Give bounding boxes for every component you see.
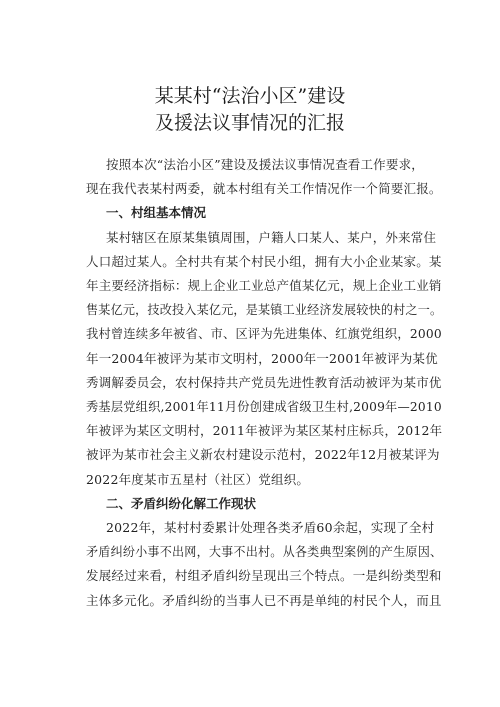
paragraph-line: 发展经过来看，村组矛盾纠纷呈现出三个特点。一是纠纷类型和 <box>86 568 442 584</box>
paragraph-line: 秀调解委员会，农村保持共产党员先进性教育活动被评为某市优 <box>86 374 442 390</box>
paragraph-line: 矛盾纠纷小事不出网，大事不出村。从各类典型案例的产生原因、 <box>86 544 443 560</box>
section-heading: 一、村组基本情况 <box>106 205 207 221</box>
paragraph-line: 年一2004年被评为某市文明村，2000年一2001年被评为某优 <box>86 350 438 366</box>
document-title-line-2: 及援法议事情况的汇报 <box>154 112 345 134</box>
paragraph-line: 年被评为某区文明村，2011年被评为某区某村庄标兵，2012年 <box>86 423 443 439</box>
paragraph-line: 某村辖区在原某集镇周围，户籍人口某人、某户，外来常住 <box>106 229 437 245</box>
paragraph-line: 2022年度某市五星村（社区）党组织。 <box>86 471 310 487</box>
paragraph-line: 主体多元化。矛盾纠纷的当事人已不再是单纯的村民个人，而且 <box>86 592 442 608</box>
paragraph-line: 售某亿元，技改投入某亿元，是某镇工业经济发展较快的村之一。 <box>86 302 443 318</box>
paragraph-line: 现在我代表某村两委，就本村组有关工作情况作一个简要汇报。 <box>86 181 442 197</box>
section-heading: 二、矛盾纠纷化解工作现状 <box>106 495 257 511</box>
paragraph-line: 我村曾连续多年被省、市、区评为先进集体、红旗党组织，2000 <box>86 326 442 342</box>
paragraph-line: 被评为某市社会主义新农村建设示范村，2022年12月被某评为 <box>86 447 440 463</box>
paragraph-line: 按照本次“法治小区”建设及援法议事情况查看工作要求， <box>106 157 424 172</box>
paragraph-line: 人口超过某人。全村共有某个村民小组，拥有大小企业某家。某 <box>86 253 442 269</box>
paragraph-line: 年主要经济指标：规上企业工业总产值某亿元，规上企业工业销 <box>86 278 442 293</box>
document-title-line-1: 某某村“法治小区”建设 <box>154 85 346 107</box>
paragraph-line: 2022年，某村村委累计处理各类矛盾60余起，实现了全村 <box>106 520 435 535</box>
paragraph-line: 秀基层党组织,2001年11月份创建成省级卫生村,2009年—2010 <box>86 399 442 414</box>
